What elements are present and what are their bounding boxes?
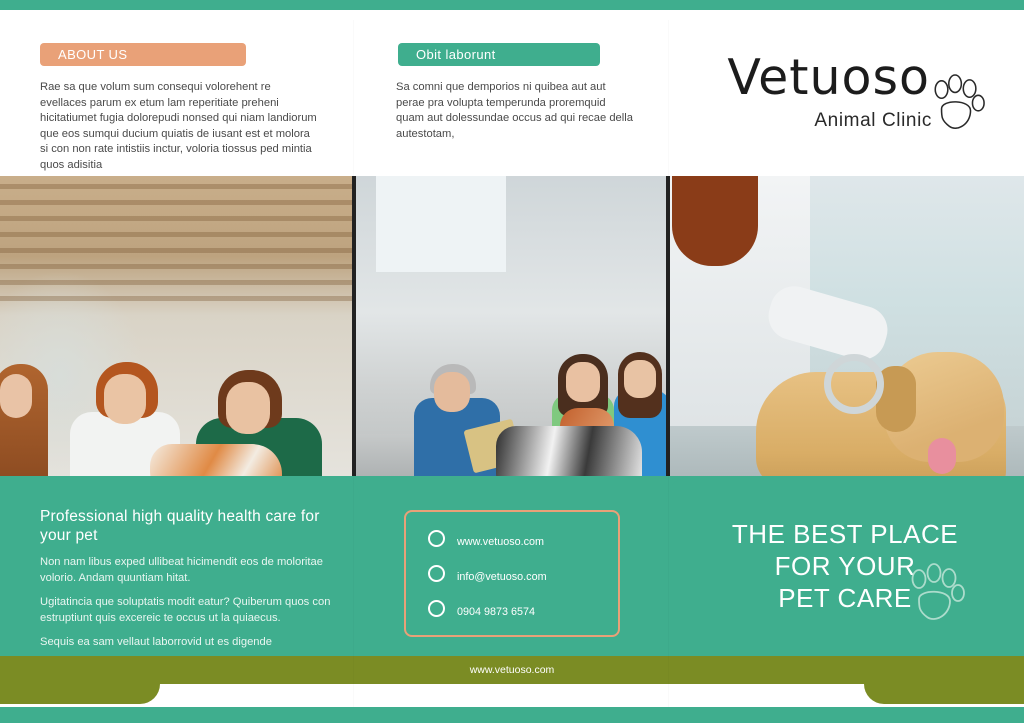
contact-email[interactable] bbox=[428, 565, 547, 585]
footer-curve-left bbox=[0, 684, 160, 704]
obit-laborunt-tab: Obit laborunt bbox=[398, 43, 600, 66]
contact-phone-label: 0904 9873 6574 bbox=[457, 606, 536, 618]
footer-bar bbox=[0, 656, 1024, 684]
header-section bbox=[0, 10, 1024, 176]
photo-vet-with-labrador bbox=[670, 176, 1024, 486]
photo-vets-examining-cat bbox=[0, 176, 352, 486]
bottom-accent-strip bbox=[0, 707, 1024, 723]
footer-url[interactable]: www.vetuoso.com bbox=[469, 664, 555, 676]
contact-phone[interactable] bbox=[428, 600, 535, 620]
promo-text-block bbox=[40, 507, 340, 660]
paw-icon bbox=[906, 562, 966, 628]
ring-bullet-icon bbox=[428, 530, 445, 547]
slogan-line-2: FOR YOUR bbox=[774, 551, 916, 581]
ring-bullet-icon bbox=[428, 600, 445, 617]
promo-panel-curve-right bbox=[666, 476, 1024, 502]
promo-body bbox=[40, 555, 340, 651]
paw-icon bbox=[928, 74, 986, 136]
contact-website[interactable] bbox=[428, 530, 544, 550]
about-us-tab: ABOUT US bbox=[40, 43, 246, 66]
promo-heading: Professional high quality health care for your pet bbox=[40, 508, 320, 544]
logo-tagline: Animal Clinic bbox=[814, 110, 932, 131]
logo-wordmark: Vetuoso bbox=[727, 49, 930, 106]
contact-email-label: info@vetuoso.com bbox=[457, 571, 547, 583]
about-us-body: Rae sa que volum sum consequi volorehent re evellaces parum ex etum lam reperitiate preheni hicitatiumet fugia dolorepudi nonsed qui niam landiorum que eos sumqui ducium quiatis de iusant est et molora si con non rate intistiis inctur, voloria tiossus ped mintia quos adisitia bbox=[40, 81, 317, 171]
fold-guide-left bbox=[353, 20, 354, 717]
promo-paragraph: Sequis ea sam vellaut laborrovid ut es digende bbox=[40, 636, 272, 649]
ring-bullet-icon bbox=[428, 565, 445, 582]
footer-curve-right bbox=[864, 684, 1024, 704]
promo-paragraph: Ugitatincia que soluptatis modit eatur? Quiberum quos con estruptiunt quis excereic te occus ut la quiaecus. bbox=[40, 596, 331, 624]
contact-box bbox=[404, 510, 620, 637]
slogan-line-3: PET CARE bbox=[778, 583, 912, 613]
promo-panel-curve-left bbox=[0, 476, 360, 500]
page-body bbox=[0, 10, 1024, 707]
slogan-line-1: THE BEST PLACE bbox=[731, 519, 959, 549]
contact-website-label: www.vetuoso.com bbox=[457, 536, 545, 548]
top-accent-strip bbox=[0, 0, 1024, 10]
logo bbox=[698, 49, 988, 162]
obit-laborunt-body: Sa comni que demporios ni quibea aut aut perae pra volupta temperunda proremquid quam aut dolessundae occus ad qui recae della autestotam, bbox=[396, 81, 633, 140]
promo-paragraph: Non nam libus exped ullibeat hicimendit eos de moloritae volorio. Andam quuntiam hitat. bbox=[40, 556, 323, 584]
photo-band bbox=[0, 176, 1024, 486]
fold-guide-right bbox=[668, 20, 669, 717]
photo-vet-with-family bbox=[356, 176, 666, 486]
